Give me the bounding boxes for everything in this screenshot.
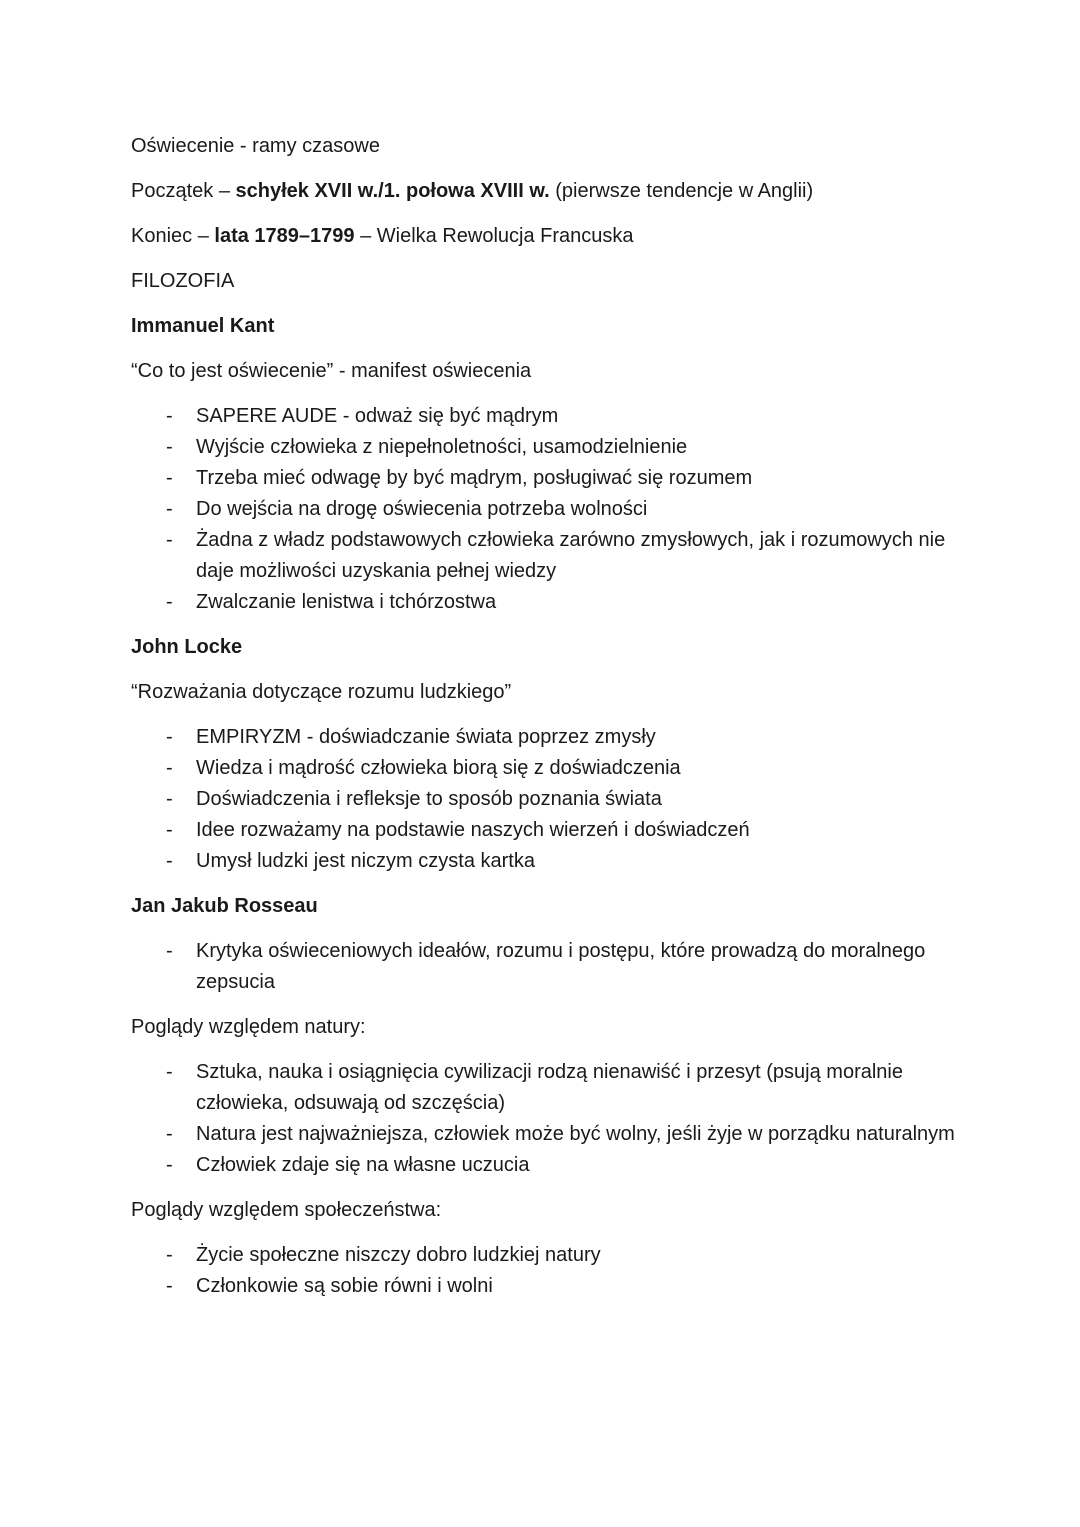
list-item-text: Idee rozważamy na podstawie naszych wierzeń i doświadczeń bbox=[196, 819, 750, 841]
end-line bbox=[131, 221, 971, 252]
list-item bbox=[131, 1240, 971, 1271]
list-item bbox=[131, 1119, 971, 1150]
list-item bbox=[131, 1057, 971, 1119]
dash-marker: - bbox=[166, 726, 173, 748]
dash-marker: - bbox=[166, 757, 173, 779]
end-period: lata 1789–1799 bbox=[214, 225, 355, 247]
list-item-text: Do wejścia na drogę oświecenia potrzeba wolności bbox=[196, 498, 648, 520]
dash-marker: - bbox=[166, 1154, 173, 1176]
society-points-list bbox=[131, 1240, 971, 1302]
list-item bbox=[131, 936, 971, 998]
list-item bbox=[131, 494, 971, 525]
list-item-text: Sztuka, nauka i osiągnięcia cywilizacji rodzą nienawiść i przesyt (psują moralnie człowieka, odsuwają od szczęścia) bbox=[196, 1061, 903, 1114]
list-item bbox=[131, 401, 971, 432]
header-title: Oświecenie - ramy czasowe bbox=[131, 135, 380, 157]
nature-views-heading: Poglądy względem natury: bbox=[131, 1016, 366, 1038]
dash-marker: - bbox=[166, 436, 173, 458]
list-item bbox=[131, 1150, 971, 1181]
list-item-text: SAPERE AUDE - odważ się być mądrym bbox=[196, 405, 559, 427]
kant-heading: Immanuel Kant bbox=[131, 315, 275, 337]
list-item bbox=[131, 846, 971, 877]
kant-points-list bbox=[131, 401, 971, 618]
dash-marker: - bbox=[166, 788, 173, 810]
locke-points-list bbox=[131, 722, 971, 877]
start-line bbox=[131, 176, 971, 207]
document-page bbox=[131, 131, 971, 1316]
start-label: Początek – bbox=[131, 180, 236, 202]
list-item-text: EMPIRYZM - doświadczanie świata poprzez zmysły bbox=[196, 726, 656, 748]
list-item bbox=[131, 753, 971, 784]
list-item bbox=[131, 463, 971, 494]
locke-heading: John Locke bbox=[131, 636, 243, 658]
locke-work-title: “Rozważania dotyczące rozumu ludzkiego” bbox=[131, 681, 512, 703]
list-item bbox=[131, 815, 971, 846]
dash-marker: - bbox=[166, 529, 173, 551]
list-item-text: Zwalczanie lenistwa i tchórzostwa bbox=[196, 591, 497, 613]
list-item-text: Członkowie są sobie równi i wolni bbox=[196, 1275, 493, 1297]
end-label: Koniec – bbox=[131, 225, 215, 247]
list-item-text: Życie społeczne niszczy dobro ludzkiej natury bbox=[196, 1244, 601, 1266]
dash-marker: - bbox=[166, 467, 173, 489]
rousseau-heading: Jan Jakub Rosseau bbox=[131, 895, 318, 917]
society-views-heading: Poglądy względem społeczeństwa: bbox=[131, 1199, 442, 1221]
list-item-text: Wiedza i mądrość człowieka biorą się z doświadczenia bbox=[196, 757, 681, 779]
dash-marker: - bbox=[166, 498, 173, 520]
start-period: schyłek XVII w./1. połowa XVIII w. bbox=[235, 180, 550, 202]
rousseau-points-list bbox=[131, 936, 971, 998]
list-item bbox=[131, 432, 971, 463]
list-item bbox=[131, 1271, 971, 1302]
dash-marker: - bbox=[166, 1123, 173, 1145]
dash-marker: - bbox=[166, 1275, 173, 1297]
list-item bbox=[131, 784, 971, 815]
dash-marker: - bbox=[166, 850, 173, 872]
nature-points-list bbox=[131, 1057, 971, 1181]
list-item-text: Natura jest najważniejsza, człowiek może być wolny, jeśli żyje w porządku naturalnym bbox=[196, 1123, 955, 1145]
list-item bbox=[131, 587, 971, 618]
kant-work-title: “Co to jest oświecenie” - manifest oświecenia bbox=[131, 360, 532, 382]
list-item bbox=[131, 525, 971, 587]
list-item-text: Krytyka oświeceniowych ideałów, rozumu i postępu, które prowadzą do moralnego zepsucia bbox=[196, 940, 926, 993]
dash-marker: - bbox=[166, 1244, 173, 1266]
dash-marker: - bbox=[166, 940, 173, 962]
dash-marker: - bbox=[166, 591, 173, 613]
list-item-text: Człowiek zdaje się na własne uczucia bbox=[196, 1154, 530, 1176]
list-item bbox=[131, 722, 971, 753]
list-item-text: Trzeba mieć odwagę by być mądrym, posługiwać się rozumem bbox=[196, 467, 753, 489]
dash-marker: - bbox=[166, 1061, 173, 1083]
list-item-text: Wyjście człowieka z niepełnoletności, usamodzielnienie bbox=[196, 436, 688, 458]
dash-marker: - bbox=[166, 405, 173, 427]
list-item-text: Doświadczenia i refleksje to sposób poznania świata bbox=[196, 788, 662, 810]
list-item-text: Żadna z władz podstawowych człowieka zarówno zmysłowych, jak i rozumowych nie daje możliwości uzyskania pełnej wiedzy bbox=[196, 529, 946, 582]
end-note: – Wielka Rewolucja Francuska bbox=[354, 225, 634, 247]
dash-marker: - bbox=[166, 819, 173, 841]
philosophy-heading: FILOZOFIA bbox=[131, 270, 235, 292]
list-item-text: Umysł ludzki jest niczym czysta kartka bbox=[196, 850, 535, 872]
start-note: (pierwsze tendencje w Anglii) bbox=[549, 180, 814, 202]
